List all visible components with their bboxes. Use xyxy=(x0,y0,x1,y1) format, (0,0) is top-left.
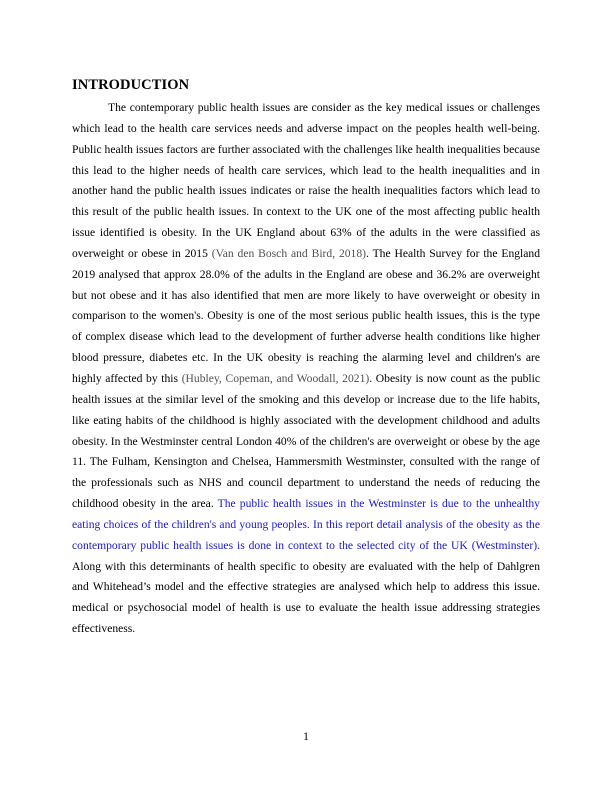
paragraph-text-part-1: The contemporary public health issues are consider as the key medical issues or challenges which lead to the health care services needs and adverse impact on the peoples health well-being. Public health issues factors are further associated with the challenges like health inequalities because this lead to the higher needs of health care services, which lead to the health inequalities and in another hand the public health issues indicates or raise the health inequalities factors which lead to this result of the public health issues. In context to the UK one of the most affecting public health issue identified is obesity. In the UK England about 63% of the adults in the were classified as overweight or obese in 2015 xyxy=(72,101,540,260)
page-number: 1 xyxy=(303,730,309,743)
citation-van-den-bosch: (Van den Bosch and Bird, 2018) xyxy=(211,246,367,260)
highlighted-text: The public health issues in the Westminster is due to the unhealthy eating choices of the children's and young peoples. In this report detail analysis of the obesity as the contemporary public health issues is done in context to the selected city of the UK (Westminster). xyxy=(72,497,540,552)
paragraph-text-part-4: Along with this determinants of health specific to obesity are evaluated with the help of Dahlgren and Whitehead’s model and the effective strategies are analysed which help to address this issue. medical or psychosocial model of health is use to evaluate the health issue addressing strategies effectiveness. xyxy=(72,559,540,636)
citation-hubley: (Hubley, Copeman, and Woodall, 2021) xyxy=(181,371,370,385)
paragraph-text-part-2: . The Health Survey for the England 2019 analysed that approx 28.0% of the adults in the England are obese and 36.2% are overweight but not obese and it has also identified that men are more likely to have overweight or obesity in comparison to the women's. Obesity is one of the most serious public health issues, this is the type of complex disease which lead to the development of further adverse health conditions like higher blood pressure, diabetes etc. In the UK obesity is reaching the alarming level and children's are highly affected by this xyxy=(72,246,540,385)
paragraph-text-part-3: . Obesity is now count as the public health issues at the similar level of the smoking and this develop or increase due to the life habits, like eating habits of the childhood is highly associated with the development childhood and adults obesity. In the Westminster central London 40% of the children's are overweight or obese by the age 11. The Fulham, Kensington and Chelsea, Hammersmith Westminster, consulted with the range of the professionals such as NHS and council department to understand the needs of reducing the childhood obesity in the area. xyxy=(72,371,541,511)
introduction-paragraph xyxy=(72,98,540,640)
section-heading: INTRODUCTION xyxy=(72,77,190,93)
